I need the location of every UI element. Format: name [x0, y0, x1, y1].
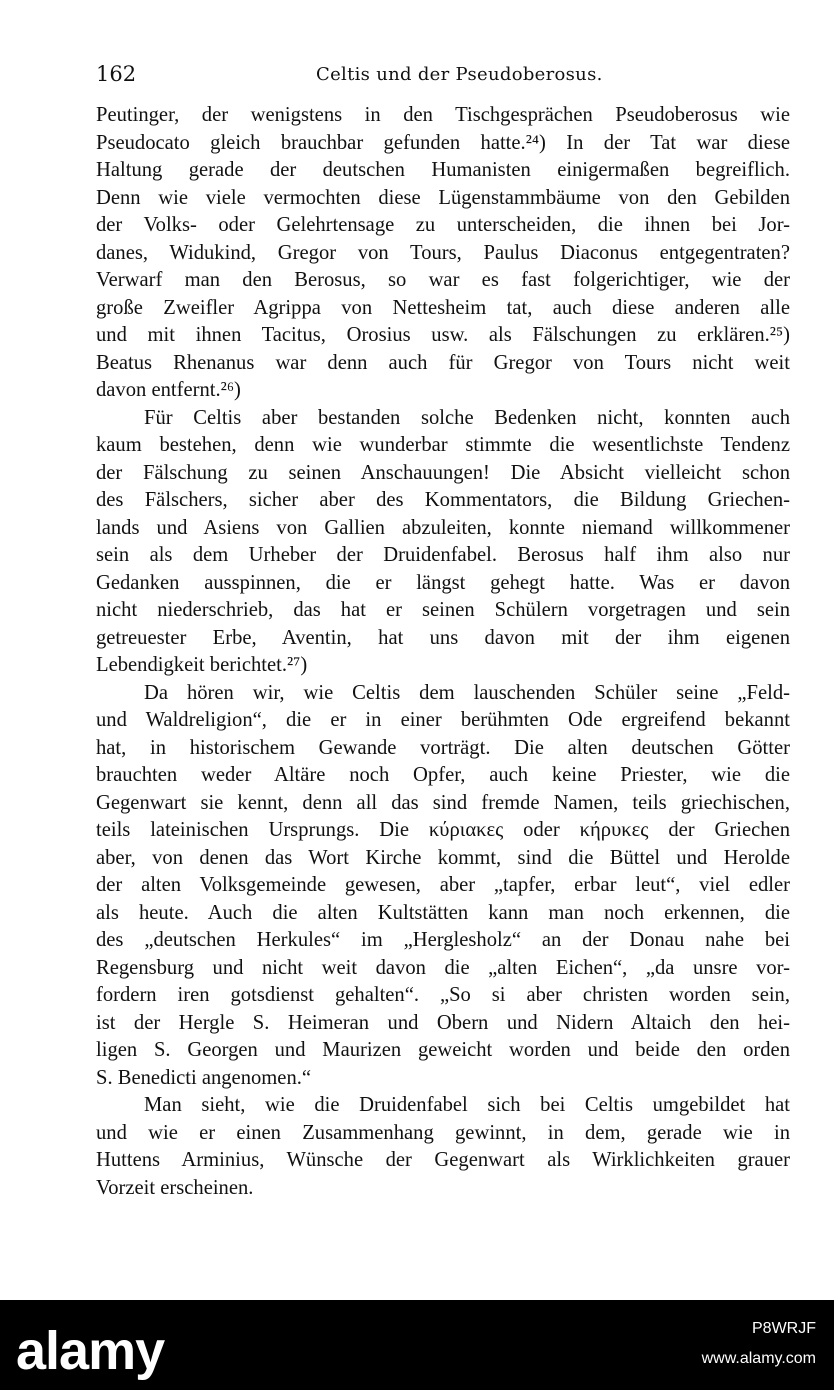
- text-line: nicht niederschrieb, das hat er seinen Schülern vorgetragen und sein: [96, 599, 790, 621]
- alamy-logo: alamy: [16, 1321, 165, 1381]
- text-line: und Waldreligion“, die er in einer berühmten Ode ergreifend bekannt: [96, 709, 790, 731]
- text-line: des Fälschers, sicher aber des Kommentators, die Bildung Griechen-: [96, 489, 790, 511]
- text-line: Für Celtis aber bestanden solche Bedenken nicht, konnten auch: [144, 406, 790, 429]
- text-line: der Volks- oder Gelehrtensage zu unterscheiden, die ihnen bei Jor-: [96, 214, 790, 236]
- text-line: Verwarf man den Berosus, so war es fast folgerichtiger, wie der: [96, 269, 790, 291]
- text-line: Gegenwart sie kennt, denn all das sind fremde Namen, teils griechischen,: [96, 791, 790, 814]
- text-line: aber, von denen das Wort Kirche kommt, sind die Büttel und Herolde: [96, 846, 790, 869]
- body-text: [96, 102, 790, 1202]
- text-line: danes, Widukind, Gregor von Tours, Paulus Diaconus entgegentraten?: [96, 241, 790, 264]
- text-line: lands und Asiens von Gallien abzuleiten, konnte niemand willkommener: [96, 516, 790, 539]
- text-line: Vorzeit erscheinen.: [96, 1176, 254, 1199]
- text-line: und mit ihnen Tacitus, Orosius usw. als Fälschungen zu erklären.²⁵): [96, 324, 790, 346]
- running-head: [96, 62, 796, 92]
- text-line: hat, in historischem Gewande vorträgt. Die alten deutschen Götter: [96, 736, 790, 759]
- text-line: ist der Hergle S. Heimeran und Obern und Nidern Altaich den hei-: [96, 1011, 790, 1034]
- text-line: Peutinger, der wenigstens in den Tischgesprächen Pseudoberosus wie: [96, 104, 790, 126]
- text-line: Da hören wir, wie Celtis dem lauschenden Schüler seine „Feld-: [144, 681, 790, 704]
- text-line: und wie er einen Zusammenhang gewinnt, in dem, gerade wie in: [96, 1121, 790, 1144]
- text-line: ligen S. Georgen und Maurizen geweicht worden und beide den orden: [96, 1039, 790, 1061]
- text-line: des „deutschen Herkules“ im „Herglesholz“ an der Donau nahe bei: [96, 929, 790, 951]
- text-line: große Zweifler Agrippa von Nettesheim tat, auch diese anderen alle: [96, 296, 790, 319]
- stock-url: www.alamy.com: [701, 1350, 816, 1367]
- text-line: als heute. Auch die alten Kultstätten kann man noch erkennen, die: [96, 901, 790, 924]
- paragraph: [96, 102, 790, 405]
- text-line: davon entfernt.²⁶): [96, 379, 241, 401]
- text-line: fordern iren gotsdienst gehalten“. „So si aber christen worden sein,: [96, 984, 790, 1006]
- text-line: teils lateinischen Ursprungs. Die κύριακες oder κήρυκες der Griechen: [96, 819, 790, 841]
- text-line: S. Benedicti angenomen.“: [96, 1066, 312, 1089]
- text-line: getreuester Erbe, Aventin, hat uns davon mit der ihm eigenen: [96, 626, 790, 649]
- text-line: Denn wie viele vermochten diese Lügenstammbäume von den Gebilden: [96, 186, 790, 209]
- text-line: Beatus Rhenanus war denn auch für Gregor von Tours nicht weit: [96, 351, 790, 374]
- text-line: Lebendigkeit berichtet.²⁷): [96, 654, 308, 676]
- text-line: Huttens Arminius, Wünsche der Gegenwart als Wirklichkeiten grauer: [96, 1149, 790, 1171]
- text-line: Haltung gerade der deutschen Humanisten einigermaßen begreiflich.: [96, 159, 790, 181]
- paragraph: [96, 1092, 790, 1202]
- text-line: der Fälschung zu seinen Anschauungen! Die Absicht vielleicht schon: [96, 461, 790, 484]
- text-line: der alten Volksgemeinde gewesen, aber „tapfer, erbar leut“, viel edler: [96, 874, 790, 896]
- stock-watermark-bar: [0, 1300, 834, 1390]
- text-line: Gedanken ausspinnen, die er längst gehegt hatte. Was er davon: [96, 571, 790, 594]
- text-line: sein als dem Urheber der Druidenfabel. Berosus half ihm also nur: [96, 544, 790, 566]
- paragraph: [96, 405, 790, 680]
- text-line: Pseudocato gleich brauchbar gefunden hatte.²⁴) In der Tat war diese: [96, 131, 790, 154]
- paragraph: [96, 680, 790, 1093]
- running-title: Celtis und der Pseudoberosus.: [316, 64, 603, 85]
- text-line: Man sieht, wie die Druidenfabel sich bei Celtis umgebildet hat: [144, 1094, 790, 1116]
- text-line: Regensburg und nicht weit davon die „alten Eichen“, „da unsre vor-: [96, 956, 790, 979]
- text-line: kaum bestehen, denn wie wunderbar stimmte die wesentlichste Tendenz: [96, 434, 790, 456]
- image-id: P8WRJF: [752, 1320, 816, 1337]
- page-number: 162: [96, 62, 137, 86]
- text-line: brauchten weder Altäre noch Opfer, auch keine Priester, wie die: [96, 764, 790, 786]
